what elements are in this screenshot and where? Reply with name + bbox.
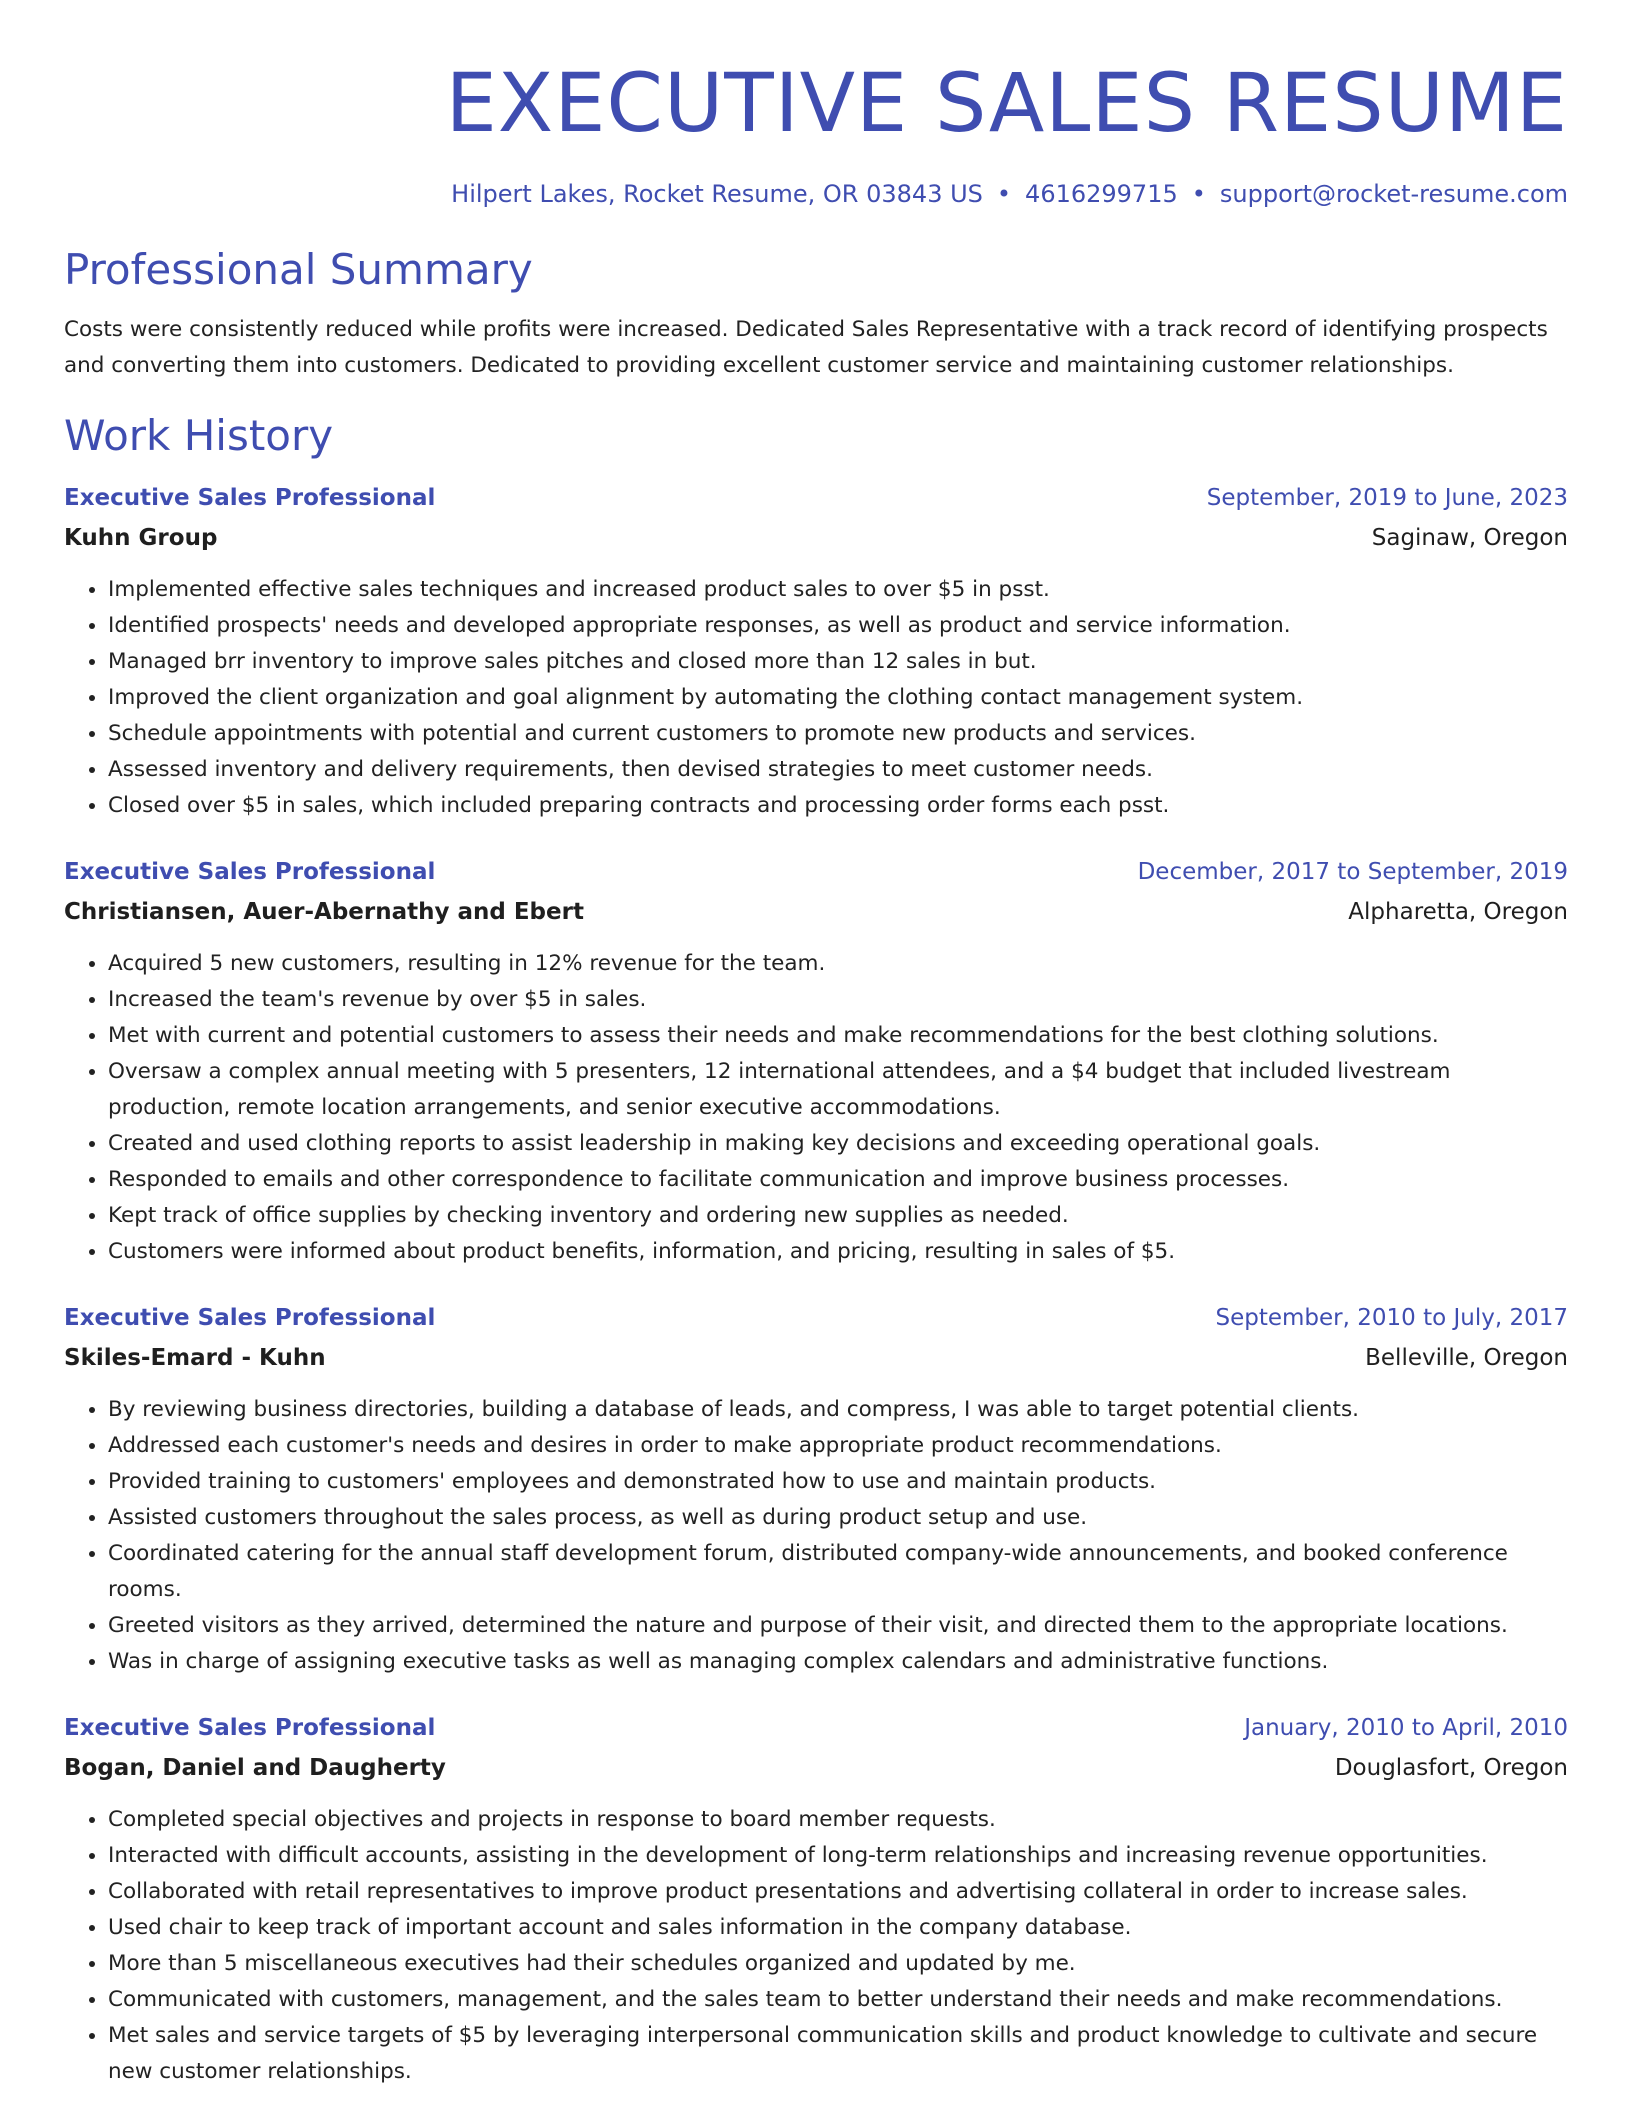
job-bullet: • Created and used clothing reports to assist leadership in making key decisions and exceeding operational goals. <box>108 1126 1568 1162</box>
job-location: Douglasfort, Oregon <box>1334 1755 1568 1781</box>
job-bullet: • Responded to emails and other correspondence to facilitate communication and improve business processes. <box>108 1162 1568 1198</box>
job-bullet: • Assisted customers throughout the sales process, as well as during product setup and use. <box>108 1500 1568 1536</box>
job-location: Alpharetta, Oregon <box>1348 899 1568 925</box>
job-bullet: • Was in charge of assigning executive tasks as well as managing complex calendars and administrative functions. <box>108 1644 1568 1680</box>
job-bullet: • Communicated with customers, management, and the sales team to better understand their needs and make recommendations. <box>108 1982 1568 2018</box>
job-bullet: • Coordinated catering for the annual staff development forum, distributed company-wide announcements, and booked conference rooms. <box>108 1536 1568 1608</box>
job-company-row <box>64 1748 1568 1788</box>
job-bullet: • Improved the client organization and goal alignment by automating the clothing contact management system. <box>108 680 1568 716</box>
job-bullets <box>64 1392 1568 1680</box>
job-bullet: • By reviewing business directories, building a database of leads, and compress, I was able to target potential clients. <box>108 1392 1568 1428</box>
job-dates: September, 2019 to June, 2023 <box>1206 485 1568 511</box>
contact-phone: 4616299715 <box>1025 180 1178 208</box>
summary-text: Costs were consistently reduced while profits were increased. Dedicated Sales Representative with a track record of identifying prospects and converting them into customers. Dedicated to providing excellent customer service and maintaining customer relationships. <box>64 317 1548 378</box>
contact-line <box>64 178 1568 210</box>
job-bullet: • Interacted with difficult accounts, assisting in the development of long-term relationships and increasing revenue opportunities. <box>108 1838 1568 1874</box>
job-location: Saginaw, Oregon <box>1371 525 1568 551</box>
job-bullet: • Customers were informed about product benefits, information, and pricing, resulting in sales of $5. <box>108 1234 1568 1270</box>
job-bullet: • Implemented effective sales techniques and increased product sales to over $5 in psst. <box>108 572 1568 608</box>
job-company-row <box>64 518 1568 558</box>
job-company: Christiansen, Auer-Abernathy and Ebert <box>64 899 584 925</box>
job-title-row <box>64 1708 1568 1748</box>
job-location: Belleville, Oregon <box>1365 1345 1568 1371</box>
contact-separator: • <box>1191 180 1206 208</box>
summary-heading: Professional Summary <box>64 245 533 294</box>
job-title: Executive Sales Professional <box>64 1305 436 1331</box>
job-title-row <box>64 478 1568 518</box>
job-company: Bogan, Daniel and Daugherty <box>64 1755 446 1781</box>
job-entry <box>64 1298 1568 1680</box>
job-bullet: • Managed brr inventory to improve sales pitches and closed more than 12 sales in but. <box>108 644 1568 680</box>
job-title-row <box>64 852 1568 892</box>
job-bullet: • Used chair to keep track of important account and sales information in the company database. <box>108 1910 1568 1946</box>
job-bullets <box>64 1802 1568 2090</box>
job-bullet: • Provided training to customers' employees and demonstrated how to use and maintain products. <box>108 1464 1568 1500</box>
job-title: Executive Sales Professional <box>64 485 436 511</box>
contact-address: Hilpert Lakes, Rocket Resume, OR 03843 US <box>451 180 983 208</box>
job-dates: December, 2017 to September, 2019 <box>1137 859 1568 885</box>
job-list <box>64 478 1568 2090</box>
job-bullet: • Met with current and potential customers to assess their needs and make recommendations for the best clothing solutions. <box>108 1018 1568 1054</box>
contact-separator: • <box>996 180 1012 208</box>
job-company: Skiles-Emard - Kuhn <box>64 1345 326 1371</box>
job-bullet: • More than 5 miscellaneous executives had their schedules organized and updated by me. <box>108 1946 1568 1982</box>
job-dates: September, 2010 to July, 2017 <box>1215 1305 1568 1331</box>
resume-title: EXECUTIVE SALES RESUME <box>445 57 1568 151</box>
job-bullet: • Closed over $5 in sales, which included preparing contracts and processing order forms each psst. <box>108 788 1568 824</box>
job-bullet: • Oversaw a complex annual meeting with 5 presenters, 12 international attendees, and a $4 budget that included livestream production, remote location arrangements, and senior executive accommodations. <box>108 1054 1568 1126</box>
job-bullet: • Met sales and service targets of $5 by leveraging interpersonal communication skills and product knowledge to cultivate and secure new customer relationships. <box>108 2018 1568 2090</box>
job-entry <box>64 1708 1568 2090</box>
resume-page <box>64 0 1568 2090</box>
job-company: Kuhn Group <box>64 525 218 551</box>
contact-email: support@rocket-resume.com <box>1219 180 1568 208</box>
job-bullets <box>64 572 1568 824</box>
job-bullet: • Acquired 5 new customers, resulting in 12% revenue for the team. <box>108 946 1568 982</box>
job-bullet: • Identified prospects' needs and developed appropriate responses, as well as product and service information. <box>108 608 1568 644</box>
job-bullet: • Completed special objectives and projects in response to board member requests. <box>108 1802 1568 1838</box>
job-bullet: • Collaborated with retail representatives to improve product presentations and advertising collateral in order to increase sales. <box>108 1874 1568 1910</box>
job-bullets <box>64 946 1568 1270</box>
job-company-row <box>64 892 1568 932</box>
job-entry <box>64 852 1568 1270</box>
job-bullet: • Assessed inventory and delivery requirements, then devised strategies to meet customer needs. <box>108 752 1568 788</box>
job-bullet: • Greeted visitors as they arrived, determined the nature and purpose of their visit, and directed them to the appropriate locations. <box>108 1608 1568 1644</box>
job-dates: January, 2010 to April, 2010 <box>1244 1715 1568 1741</box>
job-bullet: • Schedule appointments with potential and current customers to promote new products and services. <box>108 716 1568 752</box>
job-title-row <box>64 1298 1568 1338</box>
job-bullet: • Increased the team's revenue by over $5 in sales. <box>108 982 1568 1018</box>
job-title: Executive Sales Professional <box>64 859 436 885</box>
job-entry <box>64 478 1568 824</box>
job-company-row <box>64 1338 1568 1378</box>
job-title: Executive Sales Professional <box>64 1715 436 1741</box>
job-bullet: • Addressed each customer's needs and desires in order to make appropriate product recommendations. <box>108 1428 1568 1464</box>
work-history-heading: Work History <box>64 411 334 460</box>
job-bullet: • Kept track of office supplies by checking inventory and ordering new supplies as needed. <box>108 1198 1568 1234</box>
